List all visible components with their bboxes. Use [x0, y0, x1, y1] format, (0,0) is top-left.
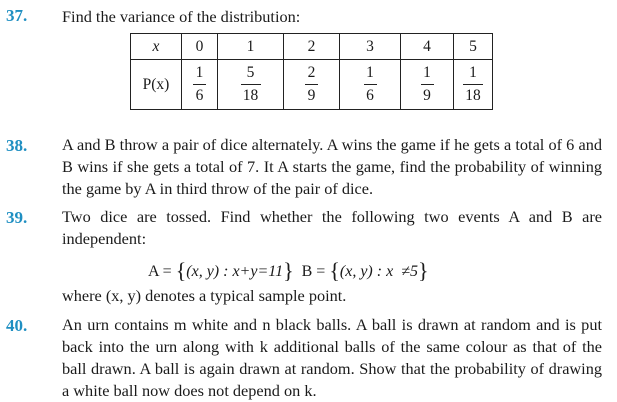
event-b-set: (x, y) : x ≠5 — [339, 263, 418, 280]
fraction: $\frac{1}{6}$ — [364, 64, 377, 105]
probability-cell — [182, 60, 218, 110]
fraction: $\frac{5}{18}$ — [241, 64, 261, 105]
fraction: $\frac{1}{9}$ — [421, 64, 434, 105]
fraction: $\frac{1}{18}$ — [463, 64, 483, 105]
x-label-cell: x — [131, 34, 182, 60]
x-value-cell: 3 — [340, 34, 401, 60]
question-39-text: Two dice are tossed. Find whether the following two events A and B are independent: — [62, 207, 602, 248]
probability-cell — [340, 60, 401, 110]
question-39-footer: where (x, y) denotes a typical sample point. — [62, 286, 347, 305]
distribution-table — [130, 33, 493, 110]
probability-cell — [454, 60, 493, 110]
question-40-number: 40. — [6, 316, 28, 335]
fraction: $\frac{2}{9}$ — [305, 64, 318, 105]
probability-cell — [284, 60, 340, 110]
x-value-cell: 1 — [218, 34, 284, 60]
probability-cell — [218, 60, 284, 110]
probability-cell — [401, 60, 454, 110]
question-39-number: 39. — [6, 208, 28, 227]
probability-row — [131, 60, 493, 110]
event-a-set: (x, y) : x+y=11 — [186, 263, 284, 280]
question-38-number: 38. — [6, 136, 28, 155]
question-37-number: 37. — [6, 6, 28, 25]
px-label-cell: P(x) — [131, 60, 182, 110]
fraction: $\frac{1}{6}$ — [193, 64, 206, 105]
x-value-cell: 0 — [182, 34, 218, 60]
events-line: A = {(x, y) : x+y=11} B = {(x, y) : x ≠5} — [148, 258, 429, 283]
event-b-lhs: B = — [301, 263, 330, 280]
question-40-text: An urn contains m white and n black balls. A ball is drawn at random and is put back into the urn along with k additional balls of the same colour as that of the ball drawn. A ball is again drawn at random. Show that the probability of drawing a white ball now does not depend on k. — [62, 315, 602, 400]
x-value-cell: 5 — [454, 34, 493, 60]
x-value-cell: 4 — [401, 34, 454, 60]
question-38-text: A and B throw a pair of dice alternately. A wins the game if he gets a total of 6 and B wins if she gets a total of 7. It A starts the game, find the probability of winning the game by A in third throw of the pair of dice. — [62, 135, 602, 198]
x-value-cell: 2 — [284, 34, 340, 60]
question-37-text: Find the variance of the distribution: — [62, 7, 301, 26]
event-a-lhs: A = — [148, 263, 176, 280]
x-row — [131, 34, 493, 60]
